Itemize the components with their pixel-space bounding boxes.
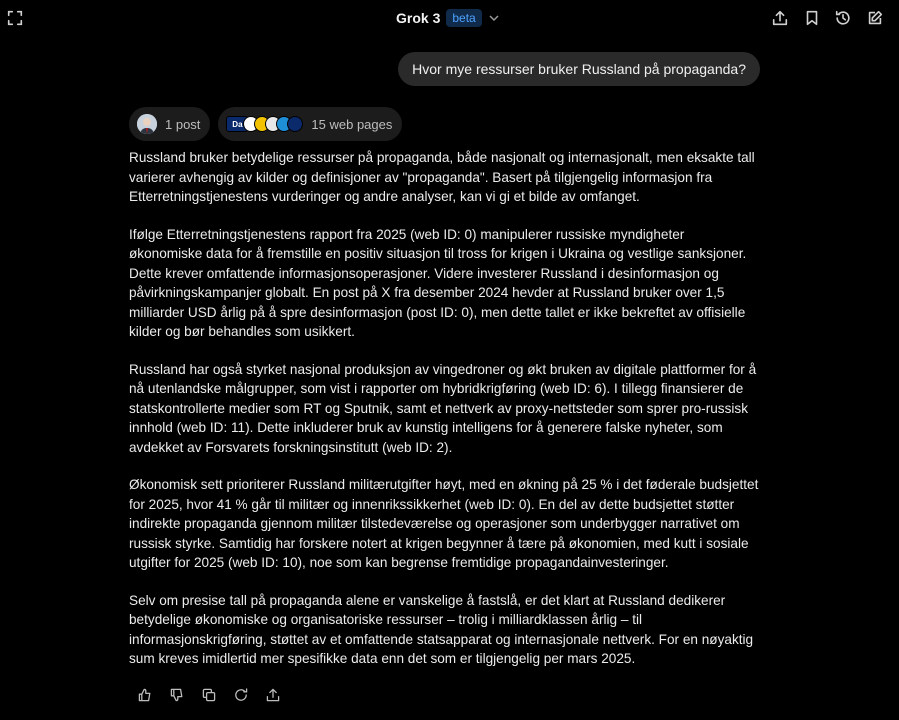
beta-badge: beta [446,9,481,27]
like-button[interactable] [134,684,156,706]
regenerate-icon [233,687,249,703]
history-button[interactable] [832,7,854,29]
history-icon [834,9,852,27]
regenerate-button[interactable] [230,684,252,706]
share-icon [771,9,789,27]
dislike-button[interactable] [166,684,188,706]
expand-button[interactable] [4,7,26,29]
web-pages-chip-label: 15 web pages [311,116,393,132]
copy-icon [201,687,217,703]
user-message-text: Hvor mye ressurser bruker Russland på propaganda? [412,61,746,77]
user-message-bubble [398,52,760,86]
assistant-answer [129,148,761,687]
avatar [137,114,157,134]
share-icon [265,687,281,703]
expand-icon [6,9,24,27]
edit-button[interactable] [864,7,886,29]
favicon-stack [226,116,303,132]
answer-paragraph: Selv om presise tall på propaganda alene er vanskelige å fastslå, er det klart at Russland dedikerer betydelige økonomiske og organisatoriske ressurser – trolig i milliardklassen årlig – til informasjonskrigføring, støttet av et omfattende statsapparat og internasjonale nettverk. For en nøyaktig sum kreves imidlertid mer spesifikke data enn det som er tilgjengelig per mars 2025. [129,592,754,666]
copy-button[interactable] [198,684,220,706]
source-chips [129,107,402,141]
model-name: Grok 3 [396,10,441,26]
thumbs-down-icon [169,687,185,703]
answer-paragraph: Ifølge Etterretningstjenestens rapport fra 2025 (web ID: 0) manipulerer russiske myndigheter økonomiske data for å fremstille en positiv situasjon til tross for krigen i Ukraina og vestlige sanksjoner. Dette krever omfattende informasjonsoperasjoner. Videre investerer Russland i desinformasjon og påvirkningskampanjer globalt. En post på X fra desember 2024 hevder at Russland bruker over 1,5 milliarder USD årlig på å spre desinformasjon (post ID: 0), men dette tallet er ikke bekreftet av offisielle kilder og bør behandles som usikkert. [129,226,747,339]
user-avatar-icon [137,114,157,134]
top-bar [0,0,899,36]
bookmark-button[interactable] [801,7,823,29]
chevron-down-icon [488,12,500,24]
bookmark-icon [803,9,821,27]
favicon-icon [287,116,303,132]
answer-paragraph: Russland har også styrket nasjonal produksjon av vingedroner og økt bruken av digitale plattformer for å nå utenlandske målgrupper, som vist i rapporter om hybridkrigføring (web ID: 6). I tillegg finansierer de statskontrollerte medier som RT og Sputnik, samt et nettverk av proxy-nettsteder som sprer pro-russisk innhold (web ID: 11). Dette inkluderer bruk av kunstig intelligens for å generere falske nyheter, som avdekket av Forsvarets forskningsinstitutt (web ID: 2). [129,361,757,455]
share-button[interactable] [769,7,791,29]
answer-paragraph: Russland bruker betydelige ressurser på propaganda, både nasjonalt og internasjonalt, men eksakte tall varierer avhengig av kilder og definisjoner av "propaganda". Basert på tilgjengelig informasjon fra Etterretningstjenestens vurderinger og andre analyser, kan vi gi et bilde av omfanget. [129,150,755,204]
share-answer-button[interactable] [262,684,284,706]
posts-chip-label: 1 post [165,116,201,132]
thumbs-up-icon [137,687,153,703]
posts-chip[interactable] [129,107,210,141]
favicon-dagbladet-icon: Da [226,116,248,132]
message-actions [134,684,284,706]
answer-paragraph: Økonomisk sett prioriterer Russland militærutgifter høyt, med en økning på 25 % i det føderale budsjettet for 2025, hvor 41 % går til militær og innenrikssikkerhet (web ID: 0). En del av dette budsjettet støtter indirekte propaganda gjennom militær tilstedeværelse og operasjoner som underbygger narrativet om russisk styrke. Samtidig har forskere notert at krigen begynner å tære på økonomien, med kutt i sosiale utgifter for 2025 (web ID: 10), noe som kan begrense fremtidige propagandainvesteringer. [129,477,759,570]
web-pages-chip[interactable] [218,107,402,141]
model-selector[interactable] [396,9,500,27]
edit-icon [866,9,884,27]
